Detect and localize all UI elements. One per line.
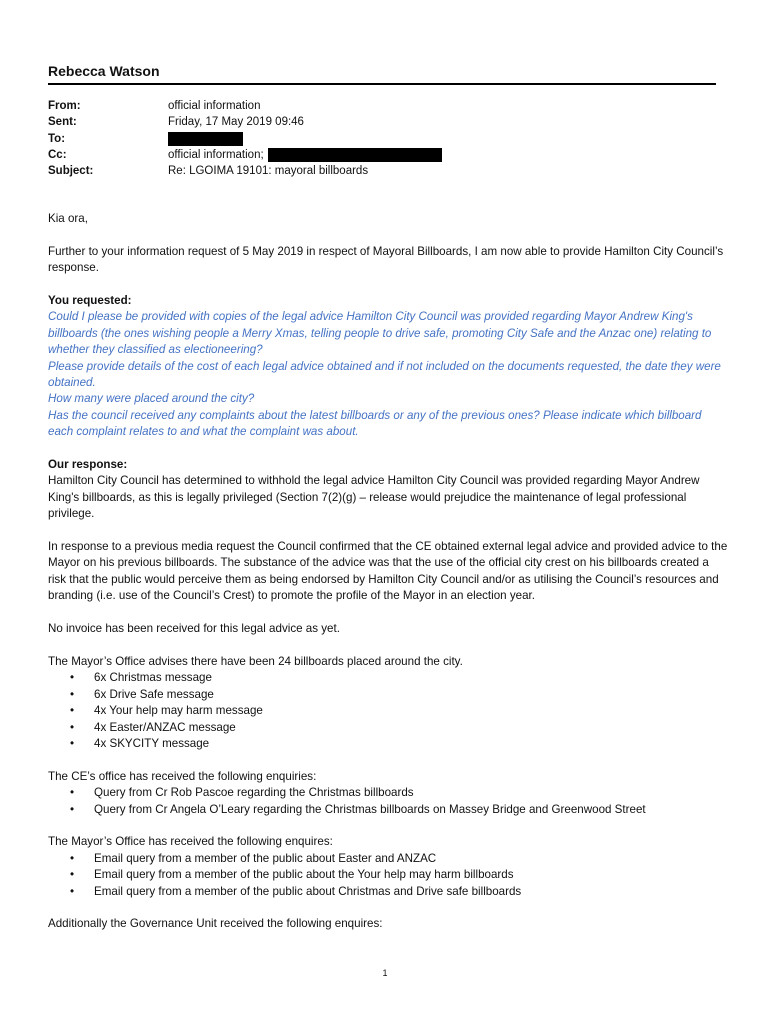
sent-value: Friday, 17 May 2019 09:46: [168, 116, 304, 129]
cc-row: [48, 147, 442, 163]
list-item: • 4x Your help may harm message: [48, 703, 728, 719]
list-item: • 4x SKYCITY message: [48, 736, 728, 752]
billboards-list: [48, 670, 728, 752]
ce-enquiries-intro: The CE’s office has received the following enquiries:: [48, 769, 317, 783]
you-requested-heading: You requested:: [48, 294, 132, 307]
list-item: • Query from Cr Angela O’Leary regarding the Christmas billboards on Massey Bridge and Greenwood Street: [48, 802, 728, 818]
response-paragraph: Hamilton City Council has determined to withhold the legal advice Hamilton City Council was provided regarding Mayor Andrew King's billboards, as this is legally privileged (Section 7(2)(g) – release would prejudice the maintenance of legal professional privilege.: [48, 474, 700, 521]
cc-label: Cc:: [48, 149, 67, 162]
list-item: • 6x Christmas message: [48, 670, 728, 686]
list-item: • Email query from a member of the public about the Your help may harm billboards: [48, 867, 728, 883]
billboards-intro: The Mayor’s Office advises there have been 24 billboards placed around the city.: [48, 654, 463, 668]
response-paragraph: In response to a previous media request the Council confirmed that the CE obtained external legal advice and provided advice to the Mayor on his previous billboards. The substance of the advice was that the use of the official city crest on his billboards created a risk that the public would perceive them as being endorsed by Hamilton City Council and/or as utilising the Council’s resources and branding (i.e. use of the Council’s Crest) to promote the profile of the Mayor in an election year.: [48, 540, 728, 603]
mayor-enquiries-list: [48, 851, 728, 900]
mayor-enquiries-intro: The Mayor’s Office has received the following enquires:: [48, 835, 333, 849]
list-item: • Email query from a member of the public about Christmas and Drive safe billboards: [48, 884, 728, 900]
subject-row: [48, 163, 442, 179]
to-label: To:: [48, 132, 66, 145]
request-item: Has the council received any complaints about the latest billboards or any of the previous ones? Please indicate which billboard each complaint relates to and what the complaint was about.: [48, 408, 702, 439]
page-number: 1: [382, 968, 388, 978]
email-body: [48, 211, 728, 933]
redaction-box: [168, 132, 243, 146]
list-item: • 6x Drive Safe message: [48, 687, 728, 703]
our-response-heading: Our response:: [48, 458, 128, 472]
request-item: Please provide details of the cost of each legal advice obtained and if not included on the documents requested, the date they were obtained.: [48, 359, 721, 390]
list-item: • Email query from a member of the public about Easter and ANZAC: [48, 851, 728, 867]
list-item: • 4x Easter/ANZAC message: [48, 720, 728, 736]
header-rule: [48, 83, 716, 85]
sender-name: Rebecca Watson: [48, 63, 160, 79]
from-value: official information: [168, 100, 261, 113]
redaction-box: [268, 148, 442, 162]
email-header: [48, 98, 442, 179]
sent-label: Sent:: [48, 116, 77, 129]
from-label: From:: [48, 100, 81, 113]
request-item: How many were placed around the city?: [48, 392, 255, 406]
cc-text: official information;: [168, 149, 264, 162]
greeting: Kia ora,: [48, 212, 88, 225]
to-row: [48, 131, 442, 147]
request-item: Could I please be provided with copies of the legal advice Hamilton City Council was provided regarding Mayor Andrew King's billboards (the ones wishing people a Merry Xmas, telling people to drive safe, promoting City Safe and the Anzac one) relating to whether they classified as electioneering?: [48, 310, 712, 357]
intro-paragraph: Further to your information request of 5 May 2019 in respect of Mayoral Billboards, I am now able to provide Hamilton City Council’s response.: [48, 244, 724, 275]
subject-value: Re: LGOIMA 19101: mayoral billboards: [168, 165, 369, 178]
cc-value: [168, 148, 442, 162]
governance-intro: Additionally the Governance Unit received the following enquires:: [48, 917, 383, 931]
list-item: • Query from Cr Rob Pascoe regarding the Christmas billboards: [48, 785, 728, 801]
subject-label: Subject:: [48, 165, 94, 178]
sent-row: [48, 114, 442, 130]
from-row: [48, 98, 442, 114]
ce-enquiries-list: [48, 785, 728, 818]
response-paragraph: No invoice has been received for this legal advice as yet.: [48, 622, 340, 636]
to-value: [168, 132, 243, 146]
